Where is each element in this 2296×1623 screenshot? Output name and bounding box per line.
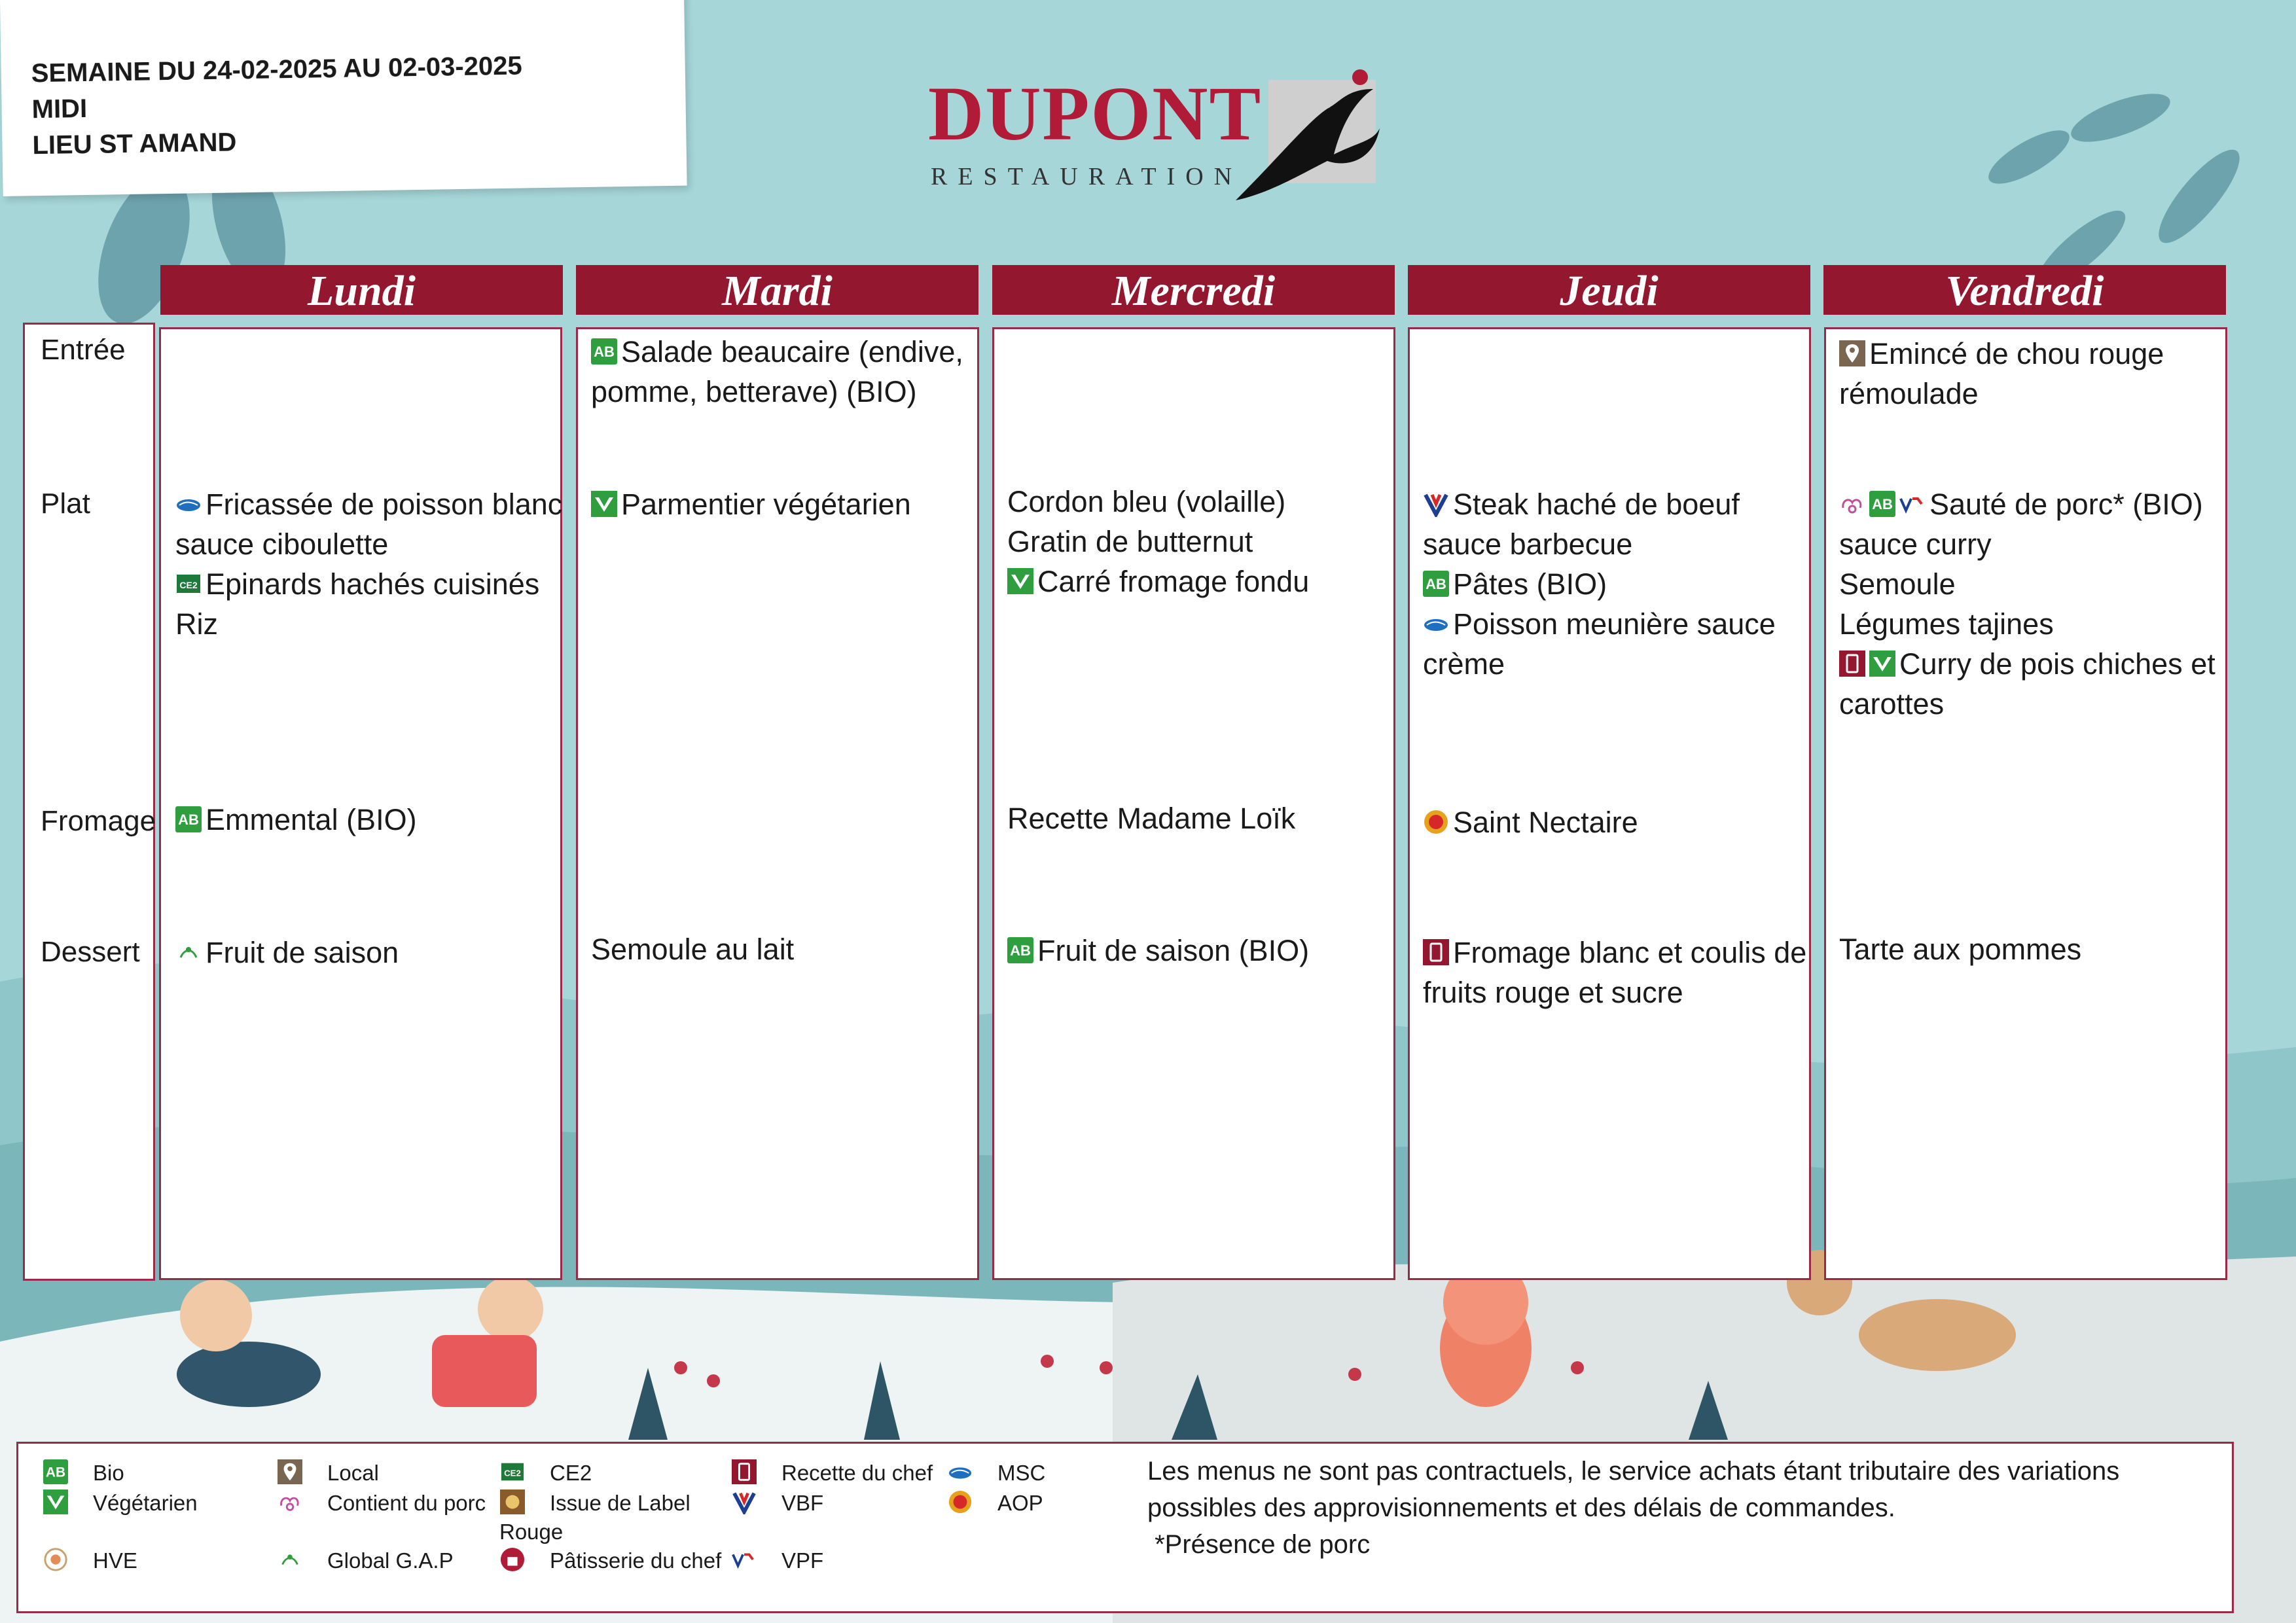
menu-line-text: Gratin de butternut	[1007, 525, 1253, 558]
menu-line	[1839, 374, 2245, 414]
menu-line-text: sauce curry	[1839, 527, 1992, 561]
place-title: LIEU ST AMAND	[32, 128, 237, 160]
menu-line	[1839, 334, 2245, 374]
menu-cell-jeudi-fromage	[1423, 802, 1816, 842]
legend-porc: Contient du porc	[327, 1491, 486, 1515]
menu-line	[175, 564, 594, 604]
week-title: SEMAINE DU 24-02-2025 AU 02-03-2025	[31, 51, 523, 88]
menu-line	[1007, 522, 1400, 562]
menu-line-text: Carré fromage fondu	[1037, 565, 1310, 598]
menu-line-text: Fruit de saison	[206, 936, 399, 969]
menu-line	[1007, 562, 1400, 601]
menu-line	[1423, 644, 1842, 684]
menu-line	[175, 604, 594, 644]
menu-line	[1423, 604, 1842, 644]
menu-line-text: Steak haché de boeuf	[1453, 488, 1740, 521]
menu-cell-mardi-entree	[591, 332, 984, 412]
legend-local: Local	[327, 1461, 379, 1485]
msc-icon	[175, 487, 202, 513]
menu-cell-lundi-plat	[175, 484, 594, 644]
svg-text:AB: AB	[178, 812, 199, 828]
vbf-icon	[1423, 487, 1449, 513]
svg-text:AB: AB	[45, 1465, 66, 1480]
row-label-dessert: Dessert	[41, 936, 140, 968]
menu-line-text: pomme, betterave) (BIO)	[591, 375, 917, 408]
disclaimer-line-3: *Présence de porc	[1147, 1530, 1371, 1559]
menu-line-text: Cordon bleu (volaille)	[1007, 485, 1286, 518]
msc-icon	[948, 1459, 973, 1484]
menu-line	[1423, 933, 1842, 972]
svg-text:CE2: CE2	[504, 1468, 521, 1478]
menu-line	[175, 933, 568, 972]
patisserie-icon	[500, 1547, 525, 1572]
legend-vpf: VPF	[781, 1548, 824, 1573]
legend-vegetarien: Végétarien	[93, 1491, 198, 1515]
dupont-logo	[928, 63, 1373, 207]
menu-line	[1839, 929, 2232, 969]
menu-line	[1007, 798, 1400, 838]
svg-text:AB: AB	[594, 344, 615, 360]
globalgap-icon	[278, 1547, 302, 1572]
legend-bio: Bio	[93, 1461, 124, 1485]
vpf-icon	[1899, 487, 1926, 513]
menu-line-text: sauce barbecue	[1423, 527, 1633, 561]
porc-icon	[1839, 487, 1865, 513]
legend-label-rouge-1: Issue de Label	[550, 1491, 691, 1515]
bio-icon	[175, 802, 202, 829]
day-column-mardi	[576, 327, 979, 1280]
menu-cell-mardi-dessert	[591, 929, 984, 969]
day-header-lundi: Lundi	[160, 265, 563, 315]
menu-line-text: rémoulade	[1839, 377, 1979, 410]
menu-line-text: Riz	[175, 607, 218, 641]
legend-globalgap: Global G.A.P	[327, 1548, 454, 1573]
msc-icon	[1423, 607, 1449, 633]
menu-line-text: Emincé de chou rouge	[1869, 337, 2164, 370]
menu-line-text: Sauté de porc* (BIO)	[1929, 488, 2203, 521]
menu-line-text: Parmentier végétarien	[621, 488, 911, 521]
menu-line	[1423, 802, 1816, 842]
menu-line-text: Emmental (BIO)	[206, 803, 417, 836]
menu-line-text: Recette Madame Loïk	[1007, 802, 1296, 835]
day-header-vendredi: Vendredi	[1823, 265, 2226, 315]
row-label-plat: Plat	[41, 488, 90, 520]
menu-line-text: Curry de pois chiches et	[1899, 647, 2215, 681]
vbf-icon	[732, 1489, 757, 1514]
menu-cell-lundi-dessert	[175, 933, 568, 972]
menu-cell-vendredi-entree	[1839, 334, 2245, 414]
legend-vbf: VBF	[781, 1491, 824, 1515]
menu-line	[1839, 524, 2245, 564]
vegetarien-icon	[1007, 564, 1033, 590]
menu-line	[591, 332, 984, 372]
menu-line-text: Pâtes (BIO)	[1453, 567, 1607, 601]
bio-icon	[43, 1459, 68, 1484]
header-card	[0, 0, 687, 196]
legend-msc: MSC	[997, 1461, 1046, 1485]
menu-line-text: Légumes tajines	[1839, 607, 2054, 641]
local-icon	[278, 1459, 302, 1484]
menu-line	[1423, 484, 1842, 524]
hve-icon	[43, 1547, 68, 1572]
menu-line	[1007, 931, 1400, 971]
menu-line	[175, 524, 594, 564]
disclaimer-line-2: possibles des approvisionnements et des délais de commandes.	[1147, 1493, 1895, 1522]
disclaimer-line-1: Les menus ne sont pas contractuels, le service achats étant tributaire des variations	[1147, 1457, 2120, 1486]
globalgap-icon	[175, 935, 202, 961]
bio-icon	[1007, 933, 1033, 959]
svg-text:CE2: CE2	[179, 580, 198, 590]
svg-text:AB: AB	[1426, 576, 1446, 592]
menu-line-text: Tarte aux pommes	[1839, 933, 2082, 966]
menu-line-text: Poisson meunière sauce	[1453, 607, 1776, 641]
menu-line-text: carottes	[1839, 687, 1945, 721]
menu-line-text: Epinards hachés cuisinés	[206, 567, 540, 601]
menu-cell-vendredi-plat	[1839, 484, 2245, 724]
menu-line-text: sauce ciboulette	[175, 527, 389, 561]
menu-line	[591, 372, 984, 412]
menu-line	[175, 484, 594, 524]
day-header-jeudi: Jeudi	[1408, 265, 1810, 315]
menu-line-text: Semoule	[1839, 567, 1956, 601]
menu-line	[591, 484, 984, 524]
legend-aop: AOP	[997, 1491, 1043, 1515]
menu-line-text: Semoule au lait	[591, 933, 795, 966]
menu-cell-jeudi-plat	[1423, 484, 1842, 684]
menu-line	[1423, 972, 1842, 1012]
row-label-fromage: Fromage	[41, 805, 156, 837]
row-label-entree: Entrée	[41, 334, 126, 366]
meal-title: MIDI	[31, 94, 88, 124]
menu-line	[1423, 524, 1842, 564]
day-header-mardi: Mardi	[576, 265, 978, 315]
recette-icon	[1423, 935, 1449, 961]
recette-chef-icon	[732, 1459, 757, 1484]
menu-cell-mercredi-fromage	[1007, 798, 1400, 838]
menu-cell-lundi-fromage	[175, 800, 568, 840]
menu-line	[1007, 482, 1400, 522]
menu-line	[1839, 684, 2245, 724]
menu-line-text: fruits rouge et sucre	[1423, 976, 1683, 1009]
menu-cell-mercredi-dessert	[1007, 931, 1400, 971]
label-rouge-icon	[500, 1489, 525, 1514]
local-icon	[1839, 336, 1865, 363]
vegetarien-icon	[591, 487, 617, 513]
menu-line	[1839, 564, 2245, 604]
menu-line-text: Fricassée de poisson blanc	[206, 488, 563, 521]
legend-recette: Recette du chef	[781, 1461, 933, 1485]
bio-icon	[1869, 487, 1895, 513]
aop-icon	[1423, 805, 1449, 831]
menu-line-text: Fromage blanc et coulis de	[1453, 936, 1807, 969]
vegetarien-icon	[1869, 647, 1895, 673]
menu-line	[1839, 484, 2245, 524]
menu-line	[175, 800, 568, 840]
vpf-icon	[732, 1547, 757, 1572]
menu-line	[1839, 604, 2245, 644]
menu-line-text: crème	[1423, 647, 1505, 681]
row-label-column	[23, 323, 155, 1281]
menu-line	[1423, 564, 1842, 604]
menu-line-text: Saint Nectaire	[1453, 806, 1638, 839]
legend-patisserie: Pâtisserie du chef	[550, 1548, 722, 1573]
legend-label-rouge-2: Rouge	[499, 1520, 564, 1544]
menu-cell-mardi-plat	[591, 484, 984, 524]
day-header-mercredi: Mercredi	[992, 265, 1395, 315]
logo-subtitle: RESTAURATION	[931, 163, 1243, 190]
day-column-vendredi	[1824, 327, 2227, 1280]
bio-icon	[1423, 567, 1449, 593]
menu-line-text: Fruit de saison (BIO)	[1037, 934, 1310, 967]
legend-hve: HVE	[93, 1548, 137, 1573]
menu-cell-mercredi-plat	[1007, 482, 1400, 601]
menu-line	[591, 929, 984, 969]
aop-icon	[948, 1489, 973, 1514]
svg-text:AB: AB	[1010, 942, 1031, 959]
disclaimer	[1147, 1453, 2208, 1563]
ce2-icon	[175, 567, 202, 593]
menu-line	[1839, 644, 2245, 684]
recette-icon	[1839, 647, 1865, 673]
ce2-icon	[500, 1459, 525, 1484]
menu-line-text: Salade beaucaire (endive,	[621, 335, 963, 368]
vegetarien-icon	[43, 1489, 68, 1514]
bio-icon	[591, 334, 617, 361]
svg-text:AB: AB	[1872, 496, 1893, 512]
menu-cell-jeudi-dessert	[1423, 933, 1842, 1012]
menu-cell-vendredi-dessert	[1839, 929, 2232, 969]
legend-ce2: CE2	[550, 1461, 592, 1485]
porc-icon	[278, 1489, 302, 1514]
logo-wordmark: DUPONT	[928, 71, 1263, 156]
